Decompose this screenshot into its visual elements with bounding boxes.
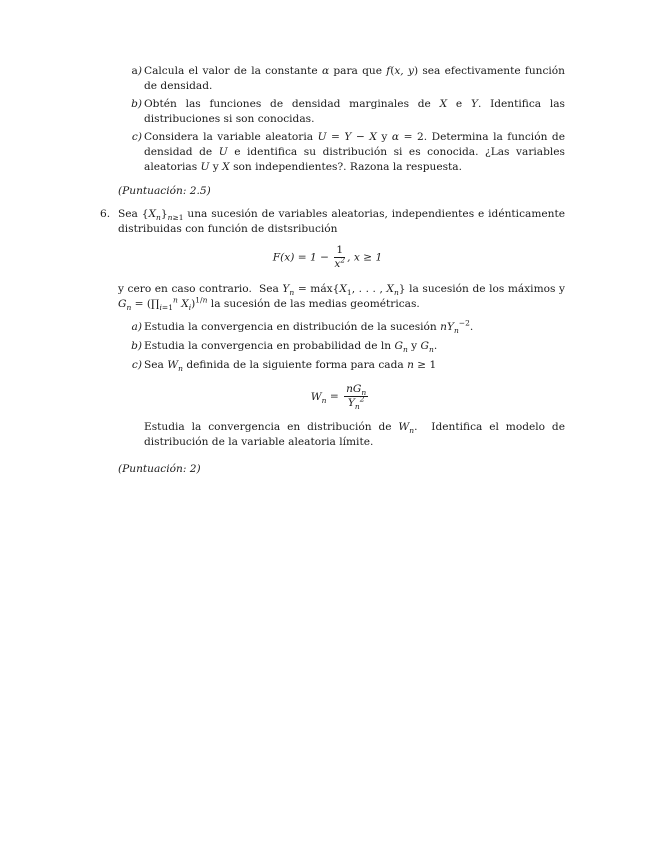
q6-closing: [118, 420, 565, 452]
formula-W: $W_n$ = $\frac{nG_n}{Y_n^2}$: [310, 383, 367, 412]
item-text: Sea $W_n$ definida de la siguiente forma para cada n ≥ 1: [144, 359, 437, 374]
item-text: Calcula el valor de la constante α para que f(x, y) sea efectivamente función de densidad.: [144, 65, 565, 92]
prev-item-a: [118, 64, 565, 96]
item-label: b): [131, 340, 142, 352]
item-label: c): [131, 359, 142, 371]
q6-item-b: [118, 339, 565, 355]
item-text: Obtén las funciones de densidad marginales de X e Y. Identifica las distribuciones si son conocidas.: [144, 98, 565, 125]
item-label: a): [131, 65, 142, 77]
fraction: $\frac{nG_n}{Y_n^2}$: [346, 383, 367, 412]
prev-item-c: [118, 130, 565, 176]
question-after-formula: y cero en caso contrario. Sea $Y_n$ = $máx\{X_1$, . . . , $X_n$} la sucesión de los máximos y $G_n$ = ($\prod_{i=1}^n$ $X_i)^{1/n}$ la sucesión de las medias geométricas.: [118, 283, 565, 313]
item-label: b): [131, 98, 142, 110]
question-intro: Sea $\{X_n\}_{n\ge 1}$ una sucesión de variables aleatorias, independientes e idénticamente distribuidas con función de distsribución: [118, 208, 565, 235]
item-text: Estudia la convergencia en probabilidad de $\ln G_n$ y $G_n$.: [144, 340, 438, 355]
closing-text: Estudia la convergencia en distribución de $W_n$. Identifica el modelo de distribución de la variable aleatoria límite.: [144, 421, 565, 448]
item-text: Considera la variable aleatoria U = Y − X y α = 2. Determina la función de densidad de U e identifica su distribución si es conocida. ¿Las variables aleatorias U y X son independientes?. Razona la respuesta.: [144, 131, 565, 173]
prev-item-b: [118, 97, 565, 129]
item-label: c): [131, 131, 142, 143]
item-text: Estudia la convergencia en distribución de la sucesión $nY_n^{-2}$.: [144, 318, 474, 336]
fraction: $\frac{1}{x^2}$: [334, 244, 346, 270]
item-label: a): [131, 321, 142, 333]
q6-score: (Puntuación: 2): [118, 463, 201, 475]
prev-score: (Puntuación: 2.5): [118, 185, 211, 197]
q6-item-c: [118, 358, 565, 374]
formula-F: F(x) = 1 − $\frac{1}{x^2}$ , x ≥ 1: [272, 244, 383, 270]
question-number: 6.: [100, 208, 111, 220]
q6-item-a: [118, 320, 565, 336]
